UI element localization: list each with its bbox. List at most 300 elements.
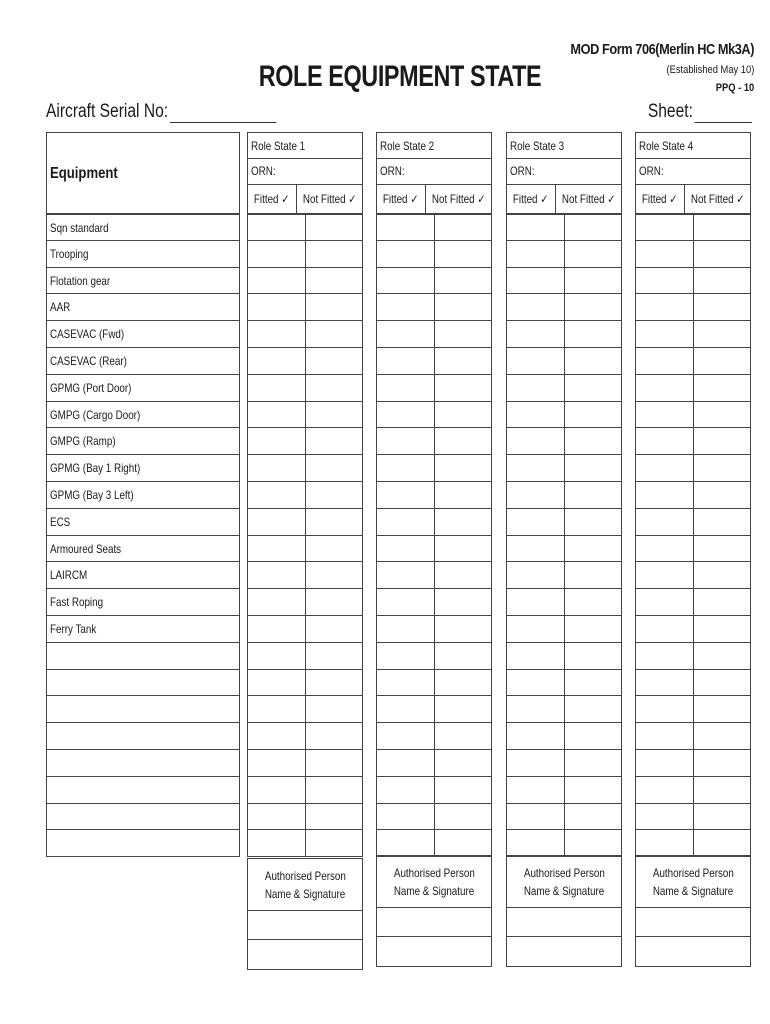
not-fitted-cell[interactable] [694, 830, 751, 856]
not-fitted-cell[interactable] [694, 509, 751, 535]
fitted-column-header [636, 185, 685, 213]
grid-row [635, 375, 751, 402]
grid-row [635, 348, 751, 375]
not-fitted-cell[interactable] [435, 509, 492, 535]
authorised-person-label [507, 856, 621, 908]
fitted-cell[interactable] [507, 348, 565, 374]
authorised-person-block [376, 855, 492, 967]
fitted-cell[interactable] [248, 321, 306, 347]
grid-row [247, 321, 363, 348]
not-fitted-cell[interactable] [565, 268, 622, 294]
not-fitted-cell[interactable] [694, 670, 751, 696]
not-fitted-cell[interactable] [694, 215, 751, 240]
authorised-person-line2: Name & Signature [652, 884, 734, 898]
not-fitted-cell[interactable] [306, 348, 363, 374]
role-state-grid [635, 214, 751, 857]
authorised-person-block [635, 855, 751, 967]
not-fitted-cell[interactable] [565, 482, 622, 508]
role-state-4 [635, 132, 751, 857]
not-fitted-cell[interactable] [694, 723, 751, 749]
fitted-cell[interactable] [377, 589, 435, 615]
equipment-row [46, 643, 240, 670]
fitted-cell[interactable] [507, 670, 565, 696]
grid-row [247, 643, 363, 670]
orn-label: ORN: [639, 164, 664, 178]
equipment-item-label: GPMG (Port Door) [50, 380, 132, 395]
not-fitted-cell[interactable] [435, 268, 492, 294]
role-state-grid [506, 214, 622, 857]
not-fitted-cell[interactable] [694, 455, 751, 481]
fitted-cell[interactable] [507, 455, 565, 481]
not-fitted-cell[interactable] [694, 750, 751, 776]
orn-field[interactable] [247, 159, 363, 185]
fitted-cell[interactable] [636, 294, 694, 320]
fitted-cell[interactable] [248, 375, 306, 401]
grid-row [247, 375, 363, 402]
fitted-cell[interactable] [377, 321, 435, 347]
aircraft-serial [46, 101, 276, 123]
not-fitted-cell[interactable] [565, 536, 622, 562]
equipment-item-label: GPMG (Bay 3 Left) [50, 487, 134, 502]
fitted-cell[interactable] [377, 348, 435, 374]
not-fitted-cell[interactable] [565, 723, 622, 749]
equipment-row [46, 214, 240, 241]
equipment-item-label: AAR [50, 300, 71, 315]
not-fitted-cell[interactable] [435, 241, 492, 267]
not-fitted-cell[interactable] [306, 830, 363, 856]
grid-row [506, 509, 622, 536]
fitted-cell[interactable] [507, 428, 565, 454]
grid-row [635, 214, 751, 241]
not-fitted-cell[interactable] [435, 616, 492, 642]
not-fitted-cell[interactable] [306, 321, 363, 347]
grid-row [506, 777, 622, 804]
not-fitted-cell[interactable] [565, 455, 622, 481]
not-fitted-cell[interactable] [306, 670, 363, 696]
fitted-cell[interactable] [248, 643, 306, 669]
equipment-item-label: GMPG (Cargo Door) [50, 407, 141, 422]
fitted-cell[interactable] [248, 777, 306, 803]
fitted-cell[interactable] [636, 482, 694, 508]
not-fitted-cell[interactable] [435, 482, 492, 508]
fitted-cell[interactable] [636, 509, 694, 535]
authorised-person-line1: Authorised Person [523, 866, 605, 880]
sheet-field[interactable] [695, 104, 752, 123]
grid-row [506, 482, 622, 509]
not-fitted-cell[interactable] [565, 777, 622, 803]
fitted-cell[interactable] [636, 402, 694, 428]
not-fitted-cell[interactable] [565, 375, 622, 401]
fitted-cell[interactable] [507, 804, 565, 830]
grid-row [376, 348, 492, 375]
not-fitted-cell[interactable] [306, 482, 363, 508]
grid-row [247, 348, 363, 375]
grid-row [247, 509, 363, 536]
orn-field[interactable] [376, 159, 492, 185]
grid-row [376, 375, 492, 402]
equipment-row [46, 616, 240, 643]
fitted-cell[interactable] [377, 294, 435, 320]
fitted-cell[interactable] [507, 536, 565, 562]
grid-row [247, 241, 363, 268]
grid-row [506, 589, 622, 616]
not-fitted-cell[interactable] [565, 616, 622, 642]
fitted-cell[interactable] [507, 241, 565, 267]
not-fitted-cell[interactable] [694, 562, 751, 588]
grid-row [635, 616, 751, 643]
not-fitted-cell[interactable] [306, 616, 363, 642]
not-fitted-cell[interactable] [435, 643, 492, 669]
equipment-row [46, 670, 240, 697]
not-fitted-cell[interactable] [306, 402, 363, 428]
not-fitted-cell[interactable] [435, 402, 492, 428]
authorised-signature-field[interactable] [507, 937, 621, 966]
fitted-cell[interactable] [636, 723, 694, 749]
orn-field[interactable] [506, 159, 622, 185]
not-fitted-cell[interactable] [694, 375, 751, 401]
fitted-cell[interactable] [507, 750, 565, 776]
fitted-cell[interactable] [248, 482, 306, 508]
fitted-cell[interactable] [377, 643, 435, 669]
grid-row [635, 455, 751, 482]
not-fitted-cell[interactable] [435, 348, 492, 374]
fitted-cell[interactable] [377, 268, 435, 294]
not-fitted-cell[interactable] [306, 294, 363, 320]
fitted-cell[interactable] [248, 562, 306, 588]
not-fitted-cell[interactable] [435, 804, 492, 830]
grid-row [635, 294, 751, 321]
fitted-cell[interactable] [377, 696, 435, 722]
fitted-header [506, 185, 622, 214]
fitted-cell[interactable] [248, 750, 306, 776]
fitted-cell[interactable] [507, 723, 565, 749]
fitted-cell[interactable] [507, 696, 565, 722]
not-fitted-cell[interactable] [565, 402, 622, 428]
authorised-signature-field[interactable] [377, 937, 491, 966]
fitted-cell[interactable] [248, 215, 306, 240]
fitted-cell[interactable] [636, 589, 694, 615]
fitted-cell[interactable] [248, 294, 306, 320]
grid-row [635, 321, 751, 348]
not-fitted-cell[interactable] [565, 670, 622, 696]
grid-row [635, 509, 751, 536]
not-fitted-cell[interactable] [435, 589, 492, 615]
fitted-cell[interactable] [636, 375, 694, 401]
not-fitted-cell[interactable] [694, 536, 751, 562]
fitted-cell[interactable] [377, 723, 435, 749]
fitted-cell[interactable] [377, 509, 435, 535]
grid-row [635, 241, 751, 268]
not-fitted-cell[interactable] [694, 348, 751, 374]
fitted-cell[interactable] [507, 777, 565, 803]
not-fitted-cell[interactable] [565, 804, 622, 830]
fitted-cell[interactable] [377, 616, 435, 642]
not-fitted-cell[interactable] [435, 215, 492, 240]
grid-row [635, 804, 751, 831]
equipment-row [46, 402, 240, 429]
role-state-title [635, 132, 751, 159]
fitted-cell[interactable] [636, 696, 694, 722]
not-fitted-cell[interactable] [435, 375, 492, 401]
fitted-cell[interactable] [636, 643, 694, 669]
not-fitted-cell[interactable] [565, 562, 622, 588]
grid-row [506, 616, 622, 643]
not-fitted-cell[interactable] [694, 294, 751, 320]
fitted-cell[interactable] [636, 455, 694, 481]
not-fitted-cell[interactable] [306, 643, 363, 669]
not-fitted-cell[interactable] [565, 428, 622, 454]
not-fitted-cell[interactable] [565, 509, 622, 535]
grid-row [506, 348, 622, 375]
fitted-cell[interactable] [377, 536, 435, 562]
fitted-cell[interactable] [248, 830, 306, 856]
not-fitted-cell[interactable] [565, 321, 622, 347]
fitted-cell[interactable] [248, 616, 306, 642]
not-fitted-cell[interactable] [694, 402, 751, 428]
fitted-cell[interactable] [636, 830, 694, 856]
equipment-item-label: CASEVAC (Rear) [50, 353, 127, 368]
grid-row [506, 750, 622, 777]
aircraft-serial-label: Aircraft Serial No: [46, 101, 169, 122]
fitted-cell[interactable] [507, 321, 565, 347]
grid-row [376, 616, 492, 643]
fitted-cell[interactable] [377, 562, 435, 588]
not-fitted-cell[interactable] [565, 294, 622, 320]
not-fitted-cell[interactable] [306, 455, 363, 481]
not-fitted-cell[interactable] [306, 562, 363, 588]
fitted-cell[interactable] [248, 536, 306, 562]
not-fitted-cell[interactable] [306, 268, 363, 294]
sheet-label: Sheet: [647, 101, 693, 122]
fitted-column-header [507, 185, 556, 213]
fitted-cell[interactable] [507, 509, 565, 535]
not-fitted-cell[interactable] [565, 241, 622, 267]
fitted-cell[interactable] [507, 268, 565, 294]
fitted-cell[interactable] [248, 455, 306, 481]
not-fitted-cell[interactable] [435, 428, 492, 454]
equipment-header [46, 132, 240, 214]
not-fitted-cell[interactable] [306, 241, 363, 267]
fitted-cell[interactable] [377, 241, 435, 267]
ppq-reference: PPQ - 10 [715, 82, 754, 94]
fitted-cell[interactable] [507, 375, 565, 401]
grid-row [247, 536, 363, 563]
grid-row [635, 723, 751, 750]
fitted-cell[interactable] [248, 589, 306, 615]
fitted-cell[interactable] [636, 777, 694, 803]
equipment-heading: Equipment [50, 165, 118, 182]
fitted-cell[interactable] [377, 777, 435, 803]
not-fitted-cell[interactable] [435, 321, 492, 347]
not-fitted-cell[interactable] [435, 696, 492, 722]
fitted-cell[interactable] [507, 562, 565, 588]
not-fitted-cell[interactable] [435, 723, 492, 749]
grid-row [506, 214, 622, 241]
equipment-row [46, 723, 240, 750]
not-fitted-column-header [556, 185, 621, 213]
fitted-cell[interactable] [248, 241, 306, 267]
fitted-cell[interactable] [636, 804, 694, 830]
fitted-cell[interactable] [507, 294, 565, 320]
grid-row [635, 643, 751, 670]
grid-row [506, 670, 622, 697]
equipment-row [46, 750, 240, 777]
not-fitted-cell[interactable] [694, 268, 751, 294]
fitted-cell[interactable] [248, 428, 306, 454]
not-fitted-cell[interactable] [306, 777, 363, 803]
fitted-cell[interactable] [507, 215, 565, 240]
not-fitted-cell[interactable] [306, 536, 363, 562]
grid-row [635, 696, 751, 723]
grid-row [376, 723, 492, 750]
not-fitted-cell[interactable] [435, 455, 492, 481]
not-fitted-cell[interactable] [306, 696, 363, 722]
role-state-title-text: Role State 3 [510, 139, 565, 153]
authorised-signature-field[interactable] [248, 940, 362, 969]
grid-row [635, 750, 751, 777]
equipment-row [46, 241, 240, 268]
equipment-row [46, 830, 240, 857]
not-fitted-cell[interactable] [435, 670, 492, 696]
fitted-cell[interactable] [248, 509, 306, 535]
fitted-cell[interactable] [377, 670, 435, 696]
fitted-cell[interactable] [377, 455, 435, 481]
not-fitted-cell[interactable] [306, 723, 363, 749]
not-fitted-cell[interactable] [306, 589, 363, 615]
fitted-cell[interactable] [636, 562, 694, 588]
not-fitted-cell[interactable] [694, 696, 751, 722]
fitted-cell[interactable] [377, 750, 435, 776]
equipment-item-label: LAIRCM [50, 568, 88, 583]
fitted-cell[interactable] [507, 589, 565, 615]
orn-field[interactable] [635, 159, 751, 185]
fitted-cell[interactable] [507, 616, 565, 642]
fitted-cell[interactable] [507, 402, 565, 428]
grid-row [376, 402, 492, 429]
grid-row [247, 670, 363, 697]
grid-row [247, 428, 363, 455]
grid-row [247, 589, 363, 616]
fitted-cell[interactable] [636, 215, 694, 240]
not-fitted-cell[interactable] [694, 321, 751, 347]
not-fitted-cell[interactable] [694, 482, 751, 508]
fitted-cell[interactable] [377, 428, 435, 454]
fitted-cell[interactable] [377, 402, 435, 428]
grid-row [506, 375, 622, 402]
fitted-cell[interactable] [248, 268, 306, 294]
not-fitted-cell[interactable] [306, 215, 363, 240]
not-fitted-cell[interactable] [435, 536, 492, 562]
fitted-cell[interactable] [377, 804, 435, 830]
authorised-name-field[interactable] [377, 908, 491, 937]
fitted-cell[interactable] [377, 375, 435, 401]
not-fitted-cell[interactable] [565, 589, 622, 615]
fitted-cell[interactable] [377, 830, 435, 856]
fitted-cell[interactable] [636, 536, 694, 562]
not-fitted-cell[interactable] [565, 696, 622, 722]
fitted-cell[interactable] [248, 696, 306, 722]
not-fitted-cell[interactable] [565, 643, 622, 669]
fitted-cell[interactable] [636, 750, 694, 776]
authorised-person-label [248, 859, 362, 911]
role-state-title-text: Role State 2 [380, 139, 435, 153]
fitted-cell[interactable] [636, 241, 694, 267]
not-fitted-cell[interactable] [694, 804, 751, 830]
not-fitted-cell[interactable] [694, 428, 751, 454]
not-fitted-cell[interactable] [306, 509, 363, 535]
not-fitted-column-header [426, 185, 491, 213]
not-fitted-cell[interactable] [435, 750, 492, 776]
not-fitted-cell[interactable] [306, 428, 363, 454]
not-fitted-cell[interactable] [565, 215, 622, 240]
fitted-cell[interactable] [507, 643, 565, 669]
fitted-cell[interactable] [248, 804, 306, 830]
orn-label: ORN: [251, 164, 276, 178]
not-fitted-cell[interactable] [435, 777, 492, 803]
not-fitted-cell[interactable] [565, 750, 622, 776]
not-fitted-cell[interactable] [435, 830, 492, 856]
authorised-signature-field[interactable] [636, 937, 750, 966]
equipment-row [46, 696, 240, 723]
fitted-cell[interactable] [248, 723, 306, 749]
fitted-cell[interactable] [636, 268, 694, 294]
fitted-cell[interactable] [248, 402, 306, 428]
fitted-cell[interactable] [377, 482, 435, 508]
not-fitted-cell[interactable] [435, 562, 492, 588]
fitted-cell[interactable] [248, 670, 306, 696]
fitted-cell[interactable] [377, 215, 435, 240]
grid-row [247, 455, 363, 482]
not-fitted-cell[interactable] [694, 589, 751, 615]
not-fitted-cell[interactable] [694, 616, 751, 642]
authorised-person-label [377, 856, 491, 908]
fitted-cell[interactable] [507, 482, 565, 508]
authorised-name-field[interactable] [248, 911, 362, 940]
fitted-cell[interactable] [636, 348, 694, 374]
grid-row [506, 402, 622, 429]
authorised-name-field[interactable] [507, 908, 621, 937]
equipment-row [46, 348, 240, 375]
not-fitted-cell[interactable] [306, 804, 363, 830]
authorised-name-field[interactable] [636, 908, 750, 937]
fitted-cell[interactable] [248, 348, 306, 374]
fitted-cell[interactable] [636, 321, 694, 347]
not-fitted-cell[interactable] [694, 643, 751, 669]
not-fitted-label: Not Fitted ✓ [302, 192, 357, 206]
authorised-person-line1: Authorised Person [393, 866, 475, 880]
authorised-person-block [506, 855, 622, 967]
not-fitted-cell[interactable] [306, 375, 363, 401]
fitted-cell[interactable] [636, 428, 694, 454]
not-fitted-cell[interactable] [694, 241, 751, 267]
not-fitted-cell[interactable] [694, 777, 751, 803]
not-fitted-cell[interactable] [306, 750, 363, 776]
not-fitted-cell[interactable] [565, 830, 622, 856]
fitted-cell[interactable] [636, 670, 694, 696]
not-fitted-cell[interactable] [435, 294, 492, 320]
aircraft-serial-field[interactable] [170, 104, 277, 123]
equipment-item-label: Sqn standard [50, 221, 109, 235]
fitted-cell[interactable] [507, 830, 565, 856]
equipment-row [46, 455, 240, 482]
not-fitted-cell[interactable] [565, 348, 622, 374]
grid-row [247, 562, 363, 589]
grid-row [376, 777, 492, 804]
fitted-cell[interactable] [636, 616, 694, 642]
grid-row [376, 670, 492, 697]
fitted-column-header [377, 185, 426, 213]
grid-row [635, 536, 751, 563]
